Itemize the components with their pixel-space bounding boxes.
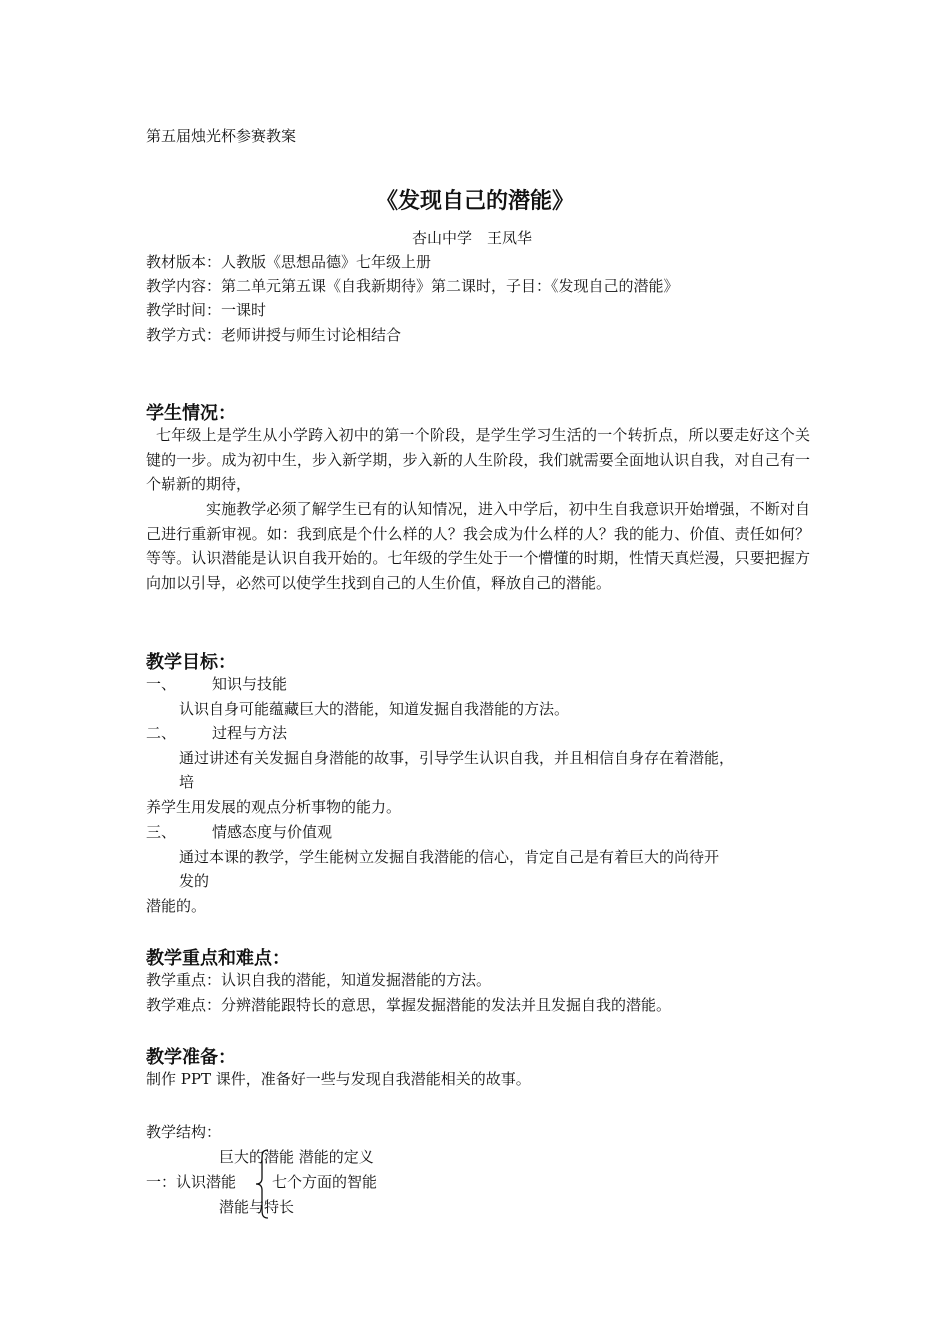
structure-branch-3: 潜能与特长 [219,1198,295,1216]
prep-heading: 教学准备： [146,1047,236,1068]
goal-2-text-tail: 养学生用发展的观点分析事物的能力。 [146,798,402,816]
meta-method: 教学方式：老师讲授与师生讨论相结合 [146,326,402,344]
students-heading: 学生情况： [146,403,236,424]
goal-3-number: 三、 [146,823,177,841]
goal-3-title: 情感态度与价值观 [212,823,333,841]
goal-1-number: 一、 [146,675,177,693]
goal-2-text: 通过讲述有关发掘自身潜能的故事，引导学生认识自我，并且相信自身存在着潜能， [179,749,735,767]
goal-1-text: 认识自身可能蕴藏巨大的潜能，知道发掘自我潜能的方法。 [179,700,570,718]
left-brace-icon [254,1148,272,1220]
prep-text: 制作 PPT 课件，准备好一些与发现自我潜能相关的故事。 [146,1070,531,1088]
students-paragraph-2: 实施教学必须了解学生已有的认知情况，进入中学后，初中生自我意识开始增强，不断对自己进行重新审视。如：我到底是个什么样的人？我会成为什么样的人？我的能力、价值、责任如何？等等。认识潜能是认识自我开始的。七年级的学生处于一个懵懂的时期，性情天真烂漫，只要把握方向加以引导，必然可以使学生找到自己的人生价值，释放自己的潜能。 [146,500,810,592]
structure-branch-2: 七个方面的智能 [272,1173,378,1191]
goal-3-text-wrap: 发的 [179,872,210,890]
structure-root: 一：认识潜能 [146,1173,237,1191]
goal-2-text-wrap: 培 [179,773,195,791]
goals-heading: 教学目标： [146,652,236,673]
goal-2-number: 二、 [146,724,177,742]
goal-2-title: 过程与方法 [212,724,288,742]
focus-key-point: 教学重点：认识自我的潜能，知道发掘潜能的方法。 [146,971,492,989]
focus-difficult-point: 教学难点：分辨潜能跟特长的意思，掌握发掘潜能的发法并且发掘自我的潜能。 [146,996,672,1014]
goal-3-text-tail: 潜能的。 [146,897,207,915]
goal-3-text: 通过本课的教学，学生能树立发掘自我潜能的信心，肯定自己是有着巨大的尚待开 [179,848,720,866]
meta-time: 教学时间：一课时 [146,301,267,319]
author-byline: 杏山中学 王凤华 [412,229,533,247]
meta-textbook: 教材版本：人教版《思想品德》七年级上册 [146,253,432,271]
document-title: 《发现自己的潜能》 [375,188,574,214]
meta-content: 教学内容：第二单元第五课《自我新期待》第二课时，子目：《发现自己的潜能》 [146,277,679,295]
structure-branch-1: 巨大的潜能 潜能的定义 [219,1148,374,1166]
structure-label: 教学结构： [146,1123,222,1141]
goal-1-title: 知识与技能 [212,675,288,693]
students-paragraph-1: 七年级上是学生从小学跨入初中的第一个阶段，是学生学习生活的一个转折点，所以要走好这个关键的一步。成为初中生，步入新学期，步入新的人生阶段，我们就需要全面地认识自我，对自己有一个崭新的期待， [146,426,810,493]
document-header: 第五届烛光杯参赛教案 [146,127,297,145]
focus-heading: 教学重点和难点： [146,948,290,969]
